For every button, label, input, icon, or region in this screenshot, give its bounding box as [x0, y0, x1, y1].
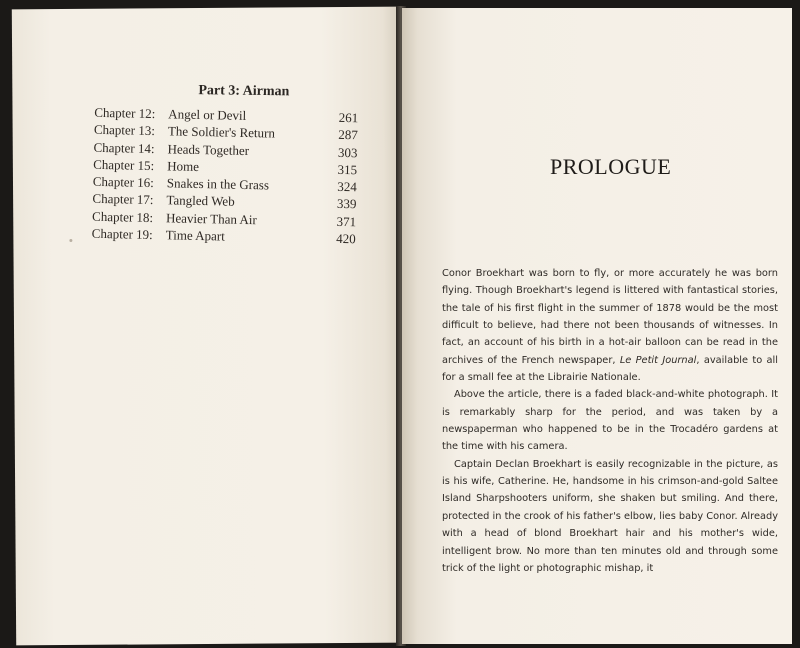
- toc-chapter-title: Heads Together: [167, 140, 250, 158]
- toc-chapter-title: Snakes in the Grass: [166, 175, 270, 193]
- toc-page-number: 287: [338, 127, 359, 143]
- toc-chapter-title: Home: [167, 158, 200, 174]
- prologue-heading: PROLOGUE: [550, 154, 672, 179]
- toc-page-number: 303: [337, 144, 358, 160]
- toc-page-number: 315: [337, 161, 358, 178]
- toc-chapter-title: Time Apart: [165, 227, 225, 244]
- table-of-contents: [92, 105, 375, 249]
- left-page: [12, 7, 402, 646]
- toc-page-number: 324: [337, 179, 357, 195]
- paragraph: [442, 265, 778, 386]
- toc-page-number: 261: [338, 109, 359, 126]
- toc-chapter-number: Chapter 18:: [91, 208, 154, 225]
- toc-chapter-number: Chapter 13:: [93, 122, 156, 139]
- toc-chapter-title: Heavier Than Air: [165, 210, 257, 227]
- toc-chapter-number: Chapter 15:: [93, 156, 155, 173]
- right-page: [402, 8, 792, 644]
- paragraph-text: Conor Broekhart was born to fly, or more accurately he was born flying. Though Broekhart's legend is littered with fantastical stories, the tale of his first flight in the summer of 1878 would be the most difficult to believe, had there not been thousands of witnesses. In fact, an account of his birth in a hot-air balloon can be read in the archives of the French newspaper,: [442, 268, 778, 366]
- newspaper-title: Le Petit Journal: [619, 354, 697, 366]
- toc-chapter-number: Chapter 17:: [92, 191, 154, 208]
- toc-page-number: 339: [336, 196, 357, 212]
- toc-chapter-number: Chapter 16:: [92, 173, 155, 191]
- toc-chapter-title: Angel or Devil: [168, 106, 247, 123]
- part-title: Part 3: Airman: [198, 83, 290, 100]
- toc-page-number: 420: [336, 230, 356, 247]
- toc-page-number: 371: [336, 213, 357, 230]
- toc-chapter-number: Chapter 14:: [93, 139, 155, 156]
- paragraph: Above the article, there is a faded black-and-white photograph. It is remarkably sharp for the period, and was taken by a newspaperman who happened to be in the Trocadéro gardens at the time with his camera.: [442, 389, 778, 453]
- paper-speck: [69, 239, 72, 242]
- prologue-body: [442, 265, 778, 577]
- toc-chapter-title: Tangled Web: [166, 192, 235, 210]
- toc-chapter-number: Chapter 19:: [91, 225, 153, 243]
- toc-chapter-number: Chapter 12:: [94, 104, 156, 122]
- paragraph-text: , available to all for a small fee at the Librairie Nationale.: [442, 354, 779, 384]
- toc-chapter-title: The Soldier's Return: [167, 123, 276, 141]
- paragraph: Captain Declan Broekhart is easily recognizable in the picture, as is his wife, Catherine. He, handsome in his crimson-and-gold Saltee Island Sharpshooters uniform, she shaken but smiling. And there, protected in the crook of his father's elbow, lies baby Conor. Already with a head of blond Broekhart hair and his mother's wide, intelligent brow. No more than ten minutes old and through some trick of the light or photographic mishap, it: [442, 458, 778, 574]
